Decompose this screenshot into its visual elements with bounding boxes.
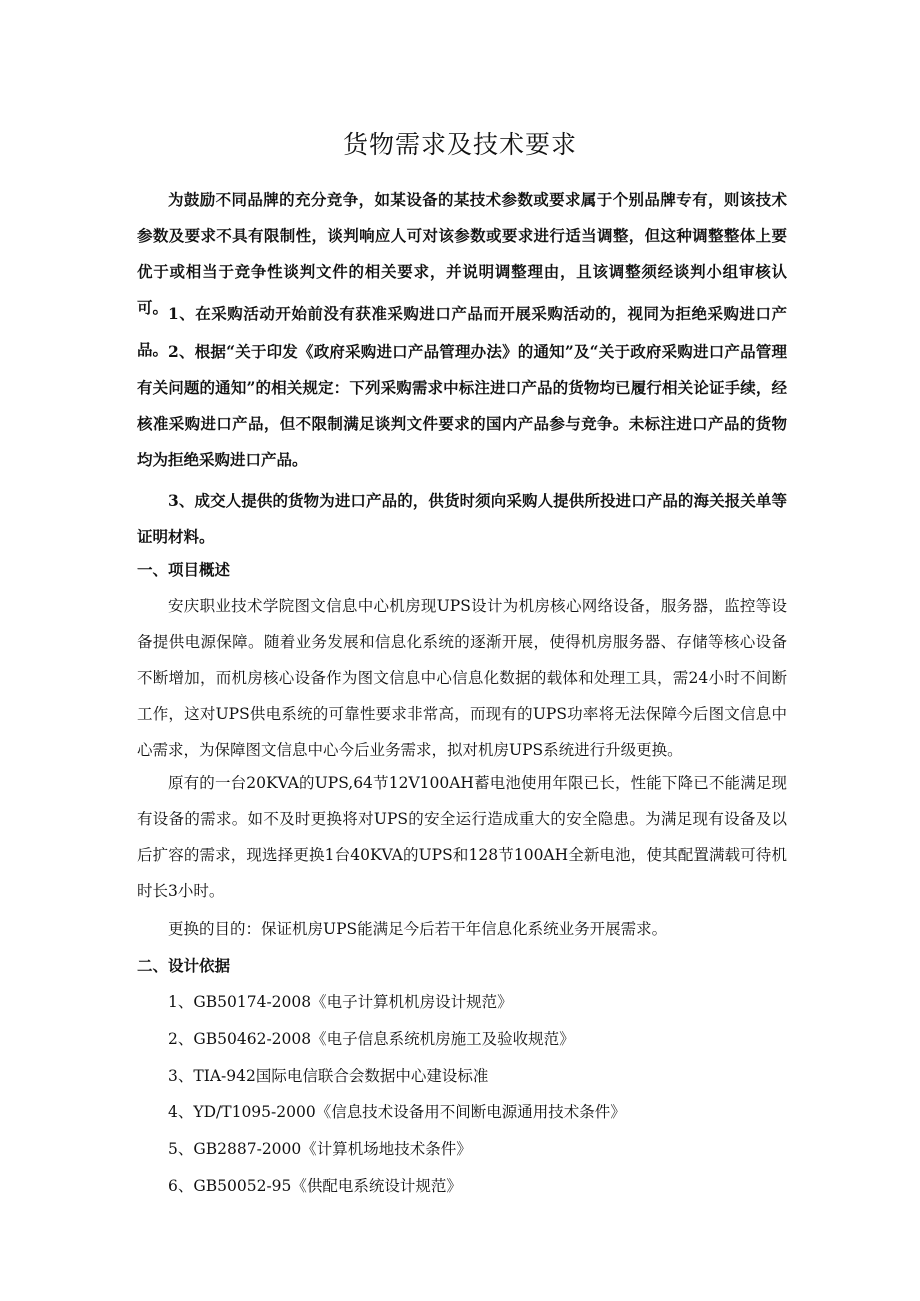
project-overview-paragraph-1: 安庆职业技术学院图文信息中心机房现UPS设计为机房核心网络设备，服务器，监控等设备提供电源保障。随着业务发展和信息化系统的逐渐开展，使得机房服务器、存储等核心设备不断增加，而机房核心设备作为图文信息中心信息化数据的载体和处理工具，需24小时不间断工作，这对UPS供电系统的可靠性要求非常高，而现有的UPS功率将无法保障今后图文信息中心需求，为保障图文信息中心今后业务需求，拟对机房UPS系统进行升级更换。 <box>137 597 787 759</box>
project-overview-paragraph-2: 原有的一台20KVA的UPS,64节12V100AH蓄电池使用年限已长，性能下降已不能满足现有设备的需求。如不及时更换将对UPS的安全运行造成重大的安全隐患。为满足现有设备及以后扩容的需求，现选择更换1台40KVA的UPS和128节100AH全新电池，使其配置满载可待机时长3小时。 <box>137 774 787 900</box>
section-1-heading: 一、项目概述 <box>137 560 231 579</box>
design-basis-item: 5、GB2887-2000《计算机场地技术条件》 <box>168 1140 472 1159</box>
design-basis-item: 6、GB50052-95《供配电系统设计规范》 <box>168 1176 462 1195</box>
design-basis-list <box>168 984 626 1205</box>
design-basis-item: 1、GB50174-2008《电子计算机机房设计规范》 <box>168 993 513 1011</box>
document-title: 货物需求及技术要求 <box>342 130 577 159</box>
rule-3-paragraph: 3、成交人提供的货物为进口产品的，供货时须向采购人提供所投进口产品的海关报关单等证明材料。 <box>137 491 787 546</box>
intro-paragraph: 为鼓励不同品牌的充分竞争，如某设备的某技术参数或要求属于个别品牌专有，则该技术参数及要求不具有限制性，谈判响应人可对该参数或要求进行适当调整，但这种调整整体上要优于或相当于竞争性谈判文件的相关要求，并说明调整理由，且该调整须经谈判小组审核认可。 <box>137 190 787 317</box>
rule-2-paragraph: 2、根据“关于印发《政府采购进口产品管理办法》的通知”及“关于政府采购进口产品管理有关问题的通知”的相关规定：下列采购需求中标注进口产品的货物均已履行相关论证手续，经核准采购进口产品，但不限制满足谈判文件要求的国内产品参与竞争。未标注进口产品的货物均为拒绝采购进口产品。 <box>137 342 787 469</box>
design-basis-item: 4、YD/T1095-2000《信息技术设备用不间断电源通用技术条件》 <box>168 1103 626 1122</box>
design-basis-item: 2、GB50462-2008《电子信息系统机房施工及验收规范》 <box>168 1029 575 1048</box>
project-overview-paragraph-3: 更换的目的：保证机房UPS能满足今后若干年信息化系统业务开展需求。 <box>168 920 668 938</box>
rule-1-paragraph: 1、在采购活动开始前没有获准采购进口产品而开展采购活动的，视同为拒绝采购进口产品。 <box>137 304 787 359</box>
design-basis-item: 3、TIA-942国际电信联合会数据中心建设标准 <box>168 1066 489 1085</box>
section-2-heading: 二、设计依据 <box>137 956 231 975</box>
